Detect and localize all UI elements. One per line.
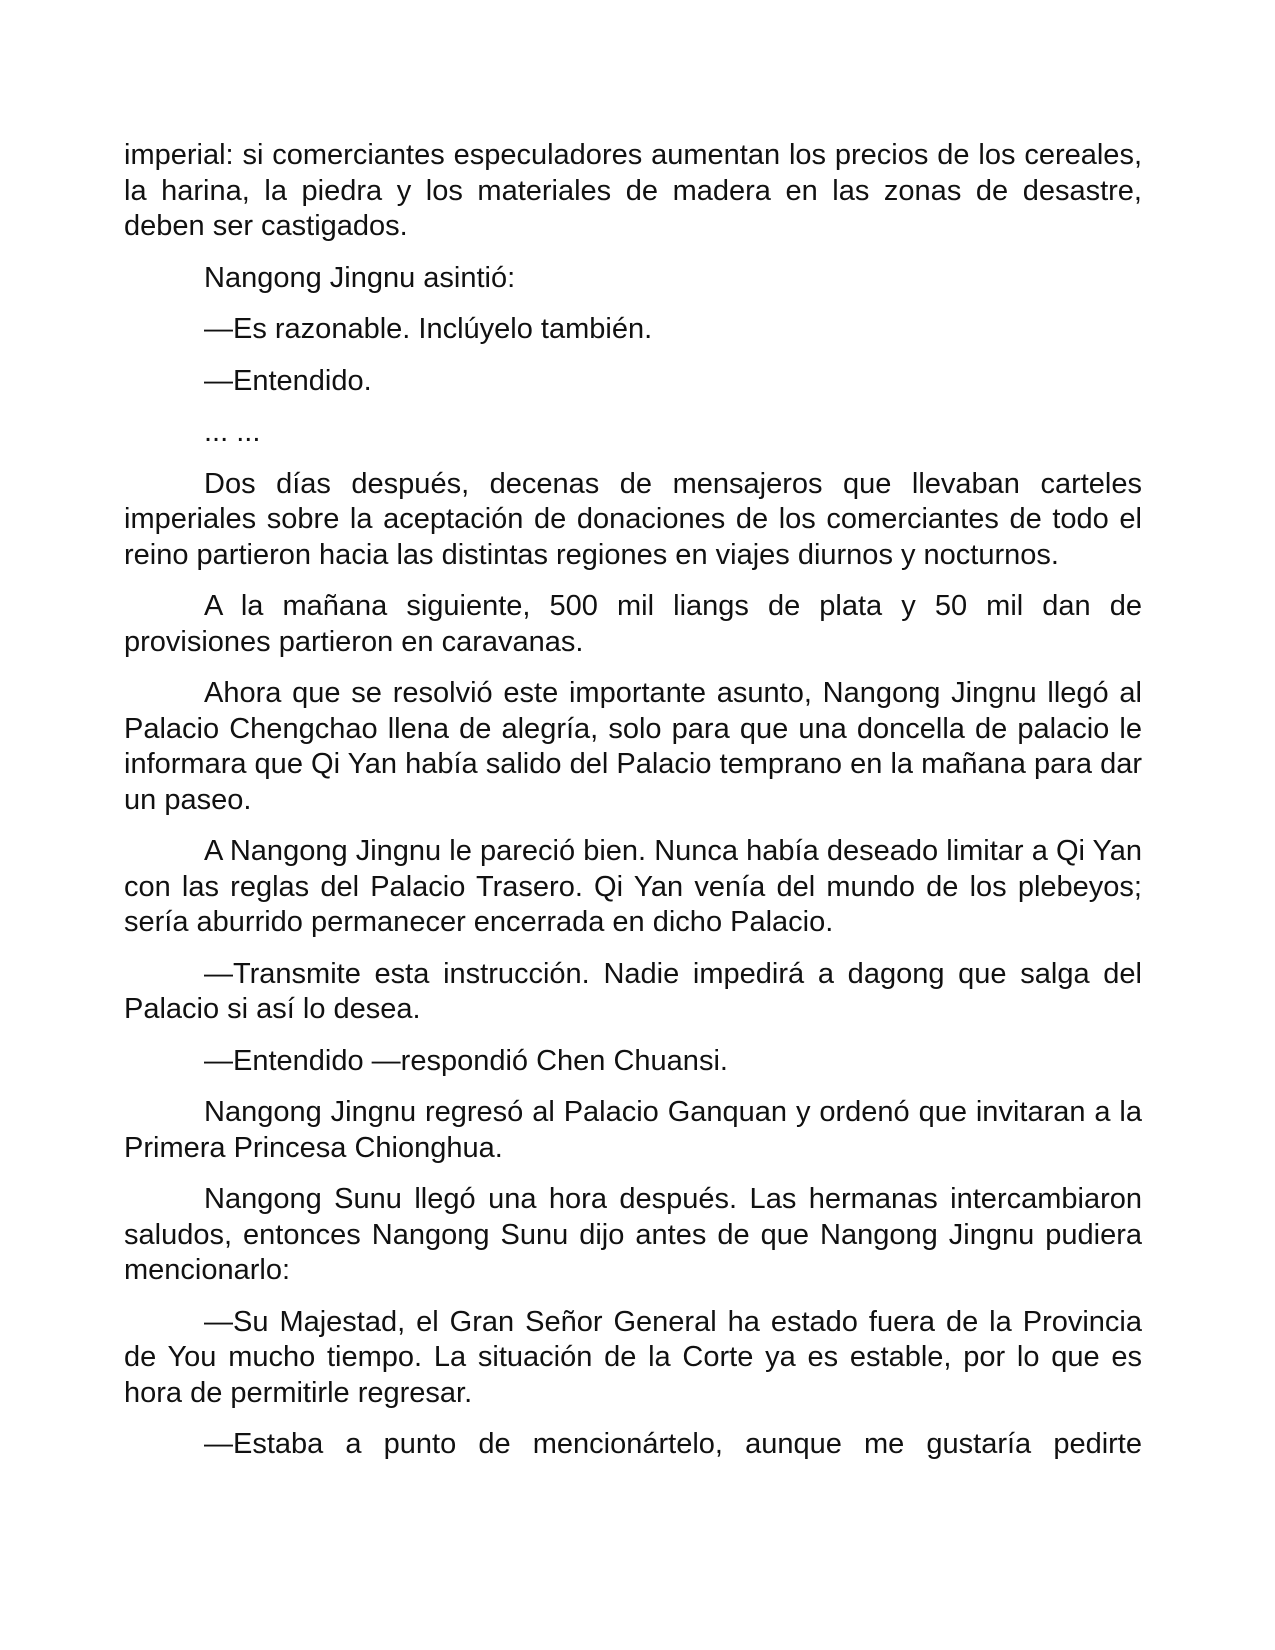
paragraph-2: Nangong Jingnu asintió: <box>204 261 516 294</box>
paragraph-12: Nangong Jingnu regresó al Palacio Ganquan y ordenó que invitaran a la Primera Princesa Chionghua. <box>124 1096 1142 1164</box>
document-page <box>124 138 1142 1463</box>
paragraph-10: —Transmite esta instrucción. Nadie impedirá a dagong que salga del Palacio si así lo desea. <box>124 957 1142 1025</box>
paragraph-15: —Estaba a punto de mencionártelo, aunque me gustaría pedirte <box>204 1428 1142 1460</box>
paragraph-11: —Entendido —respondió Chen Chuansi. <box>204 1044 728 1077</box>
paragraph-1: imperial: si comerciantes especuladores aumentan los precios de los cereales, la harina, la piedra y los materiales de madera en las zonas de desastre, deben ser castigados. <box>124 139 1142 242</box>
paragraph-6: Dos días después, decenas de mensajeros que llevaban carteles imperiales sobre la aceptación de donaciones de los comerciantes de todo el reino partieron hacia las distintas regiones en viajes diurnos y nocturnos. <box>124 467 1142 571</box>
paragraph-9: A Nangong Jingnu le pareció bien. Nunca había deseado limitar a Qi Yan con las reglas del Palacio Trasero. Qi Yan venía del mundo de los plebeyos; sería aburrido permanecer encerrada en dicho Palacio. <box>124 835 1142 938</box>
paragraph-5: ... ... <box>204 416 261 448</box>
paragraph-13: Nangong Sunu llegó una hora después. Las hermanas intercambiaron saludos, entonces Nangong Sunu dijo antes de que Nangong Jingnu pudiera mencionarlo: <box>124 1183 1142 1286</box>
paragraph-8: Ahora que se resolvió este importante asunto, Nangong Jingnu llegó al Palacio Chengchao llena de alegría, solo para que una doncella de palacio le informara que Qi Yan había salido del Palacio temprano en la mañana para dar un paseo. <box>124 677 1142 816</box>
paragraph-14: —Su Majestad, el Gran Señor General ha estado fuera de la Provincia de You mucho tiempo. La situación de la Corte ya es estable, por lo que es hora de permitirle regresar. <box>124 1305 1142 1409</box>
paragraph-7: A la mañana siguiente, 500 mil liangs de plata y 50 mil dan de provisiones partieron en caravanas. <box>124 590 1142 658</box>
paragraph-3: —Es razonable. Inclúyelo también. <box>204 313 653 345</box>
paragraph-4: —Entendido. <box>204 364 372 397</box>
